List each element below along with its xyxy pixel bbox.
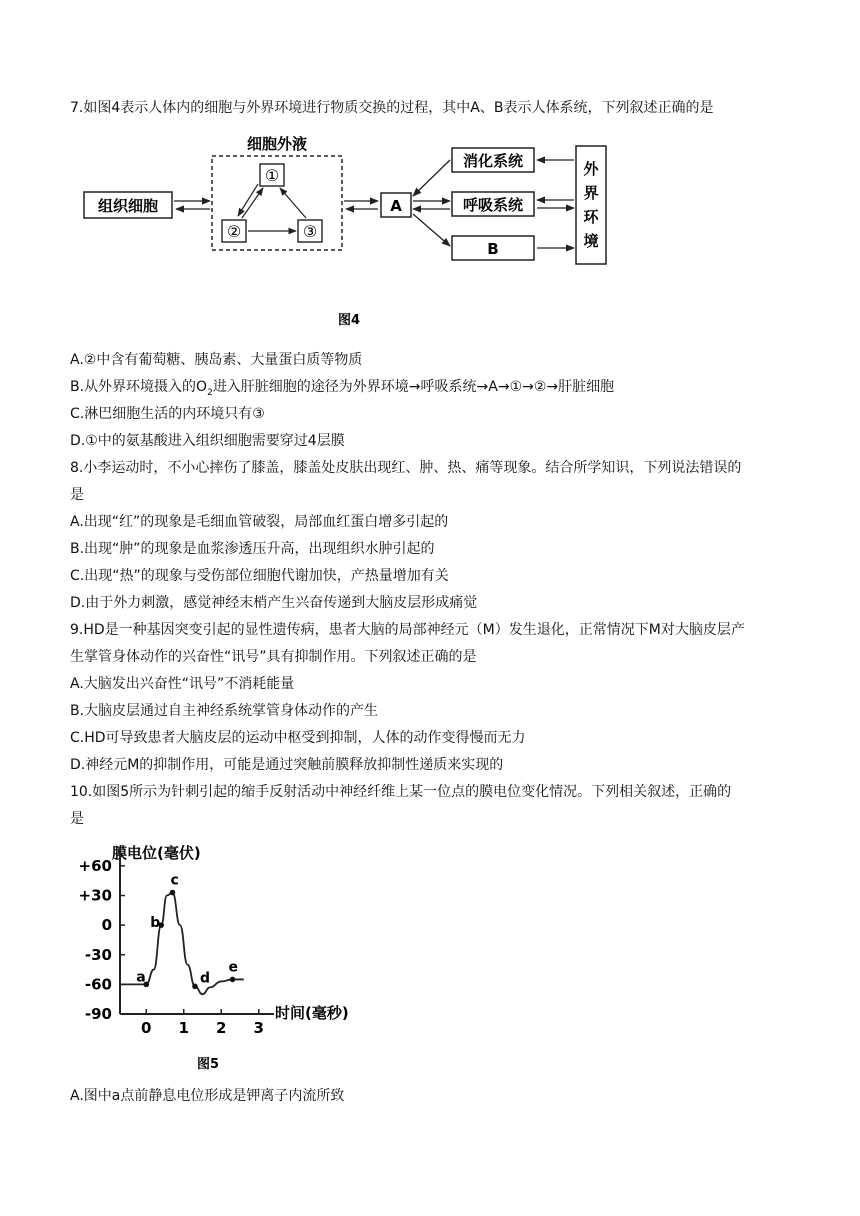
q9-option-d: D.神经元M的抑制作用，可能是通过突触前膜释放抑制性递质来实现的 [70,757,504,773]
y-tick-label: +30 [78,886,112,905]
q8-stem-line2: 是 [70,487,84,503]
figure-4-caption: 图4 [337,313,361,328]
extracellular-fluid-title: 细胞外液 [246,135,308,153]
env-char-2: 界 [583,184,599,202]
q10-stem-line1: 10.如图5所示为针刺引起的缩手反射活动中神经纤维上某一位点的膜电位变化情况。下列相关叙述，正确的 [70,784,732,800]
q7-stem: 7.如图4表示人体内的细胞与外界环境进行物质交换的过程，其中A、B表示人体系统，下列叙述正确的是 [70,100,714,116]
env-char-3: 环 [583,208,599,226]
q7-option-b-sub: 2 [207,387,213,398]
q8-option-d: D.由于外力刺激，感觉神经末梢产生兴奋传递到大脑皮层形成痛觉 [70,595,478,611]
point-d [192,984,198,990]
q8-option-b: B.出现“肿”的现象是血浆渗透压升高，出现组织水肿引起的 [70,541,435,557]
node-3-label: ③ [302,222,318,241]
q8-stem-line1: 8.小李运动时，不小心摔伤了膝盖，膝盖处皮肤出现红、肿、热、痛等现象。结合所学知识，下列说法错误的 [70,460,742,476]
q7-option-b-post: 进入肝脏细胞的途径为外界环境→呼吸系统→A→①→②→肝脏细胞 [212,379,615,395]
q9-stem-line1: 9.HD是一种基因突变引起的显性遗传病，患者大脑的局部神经元（M）发生退化，正常情况下M对大脑皮层产 [70,622,745,638]
q9-option-a: A.大脑发出兴奋性“讯号”不消耗能量 [70,676,295,692]
system-b-label: B [487,240,499,258]
x-tick-label: 0 [141,1019,152,1037]
y-tick-label: 0 [101,916,112,935]
x-tick-label: 3 [253,1019,264,1037]
q9-option-b: B.大脑皮层通过自主神经系统掌管身体动作的产生 [70,703,379,719]
q7-option-a: A.②中含有葡萄糖、胰岛素、大量蛋白质等物质 [70,352,363,368]
x-tick-label: 1 [178,1019,189,1037]
system-a-label: A [390,197,402,215]
point-label-e: e [228,959,238,976]
env-char-1: 外 [583,160,599,178]
y-tick-label: +60 [78,856,112,875]
y-tick-label: -30 [84,945,112,964]
tissue-cell-label: 组织细胞 [97,197,159,215]
q9-stem-line2: 生掌管身体动作的兴奋性“讯号”具有抑制作用。下列叙述正确的是 [70,649,477,665]
point-label-c: c [170,872,179,889]
q8-option-a: A.出现“红”的现象是毛细血管破裂，局部血红蛋白增多引起的 [70,514,449,530]
q8-option-c: C.出现“热”的现象与受伤部位细胞代谢加快，产热量增加有关 [70,568,449,584]
node-2-label: ② [226,222,242,241]
point-label-b: b [150,915,161,932]
point-c [170,890,176,896]
q7-option-b-pre: B.从外界环境摄入的O [70,379,208,395]
q7-option-b [70,377,614,403]
q10-option-a: A.图中a点前静息电位形成是钾离子内流所致 [70,1088,345,1104]
point-label-d: d [200,970,211,987]
node-1-label: ① [264,166,280,185]
y-tick-label: -60 [84,975,112,994]
respiratory-system-label: 呼吸系统 [462,196,524,214]
q9-option-c: C.HD可导致患者大脑皮层的运动中枢受到抑制，人体的动作变得慢而无力 [70,730,526,746]
digestive-system-label: 消化系统 [462,152,524,170]
figure-5-caption: 图5 [196,1057,220,1072]
q7-option-d: D.①中的氨基酸进入组织细胞需要穿过4层膜 [70,433,345,449]
chart-x-label: 时间(毫秒) [275,1004,349,1022]
point-e [230,977,236,983]
x-tick-label: 2 [216,1019,227,1037]
q7-option-c: C.淋巴细胞生活的内环境只有③ [70,406,265,422]
figure-5 [70,836,390,1082]
chart-y-label: 膜电位(毫伏) [112,844,201,862]
membrane-potential-chart [70,836,390,1082]
y-tick-label: -90 [84,1005,112,1023]
q10-stem-line2: 是 [70,811,84,827]
figure-4 [70,124,630,344]
env-char-4: 境 [583,232,599,250]
point-label-a: a [136,969,146,986]
